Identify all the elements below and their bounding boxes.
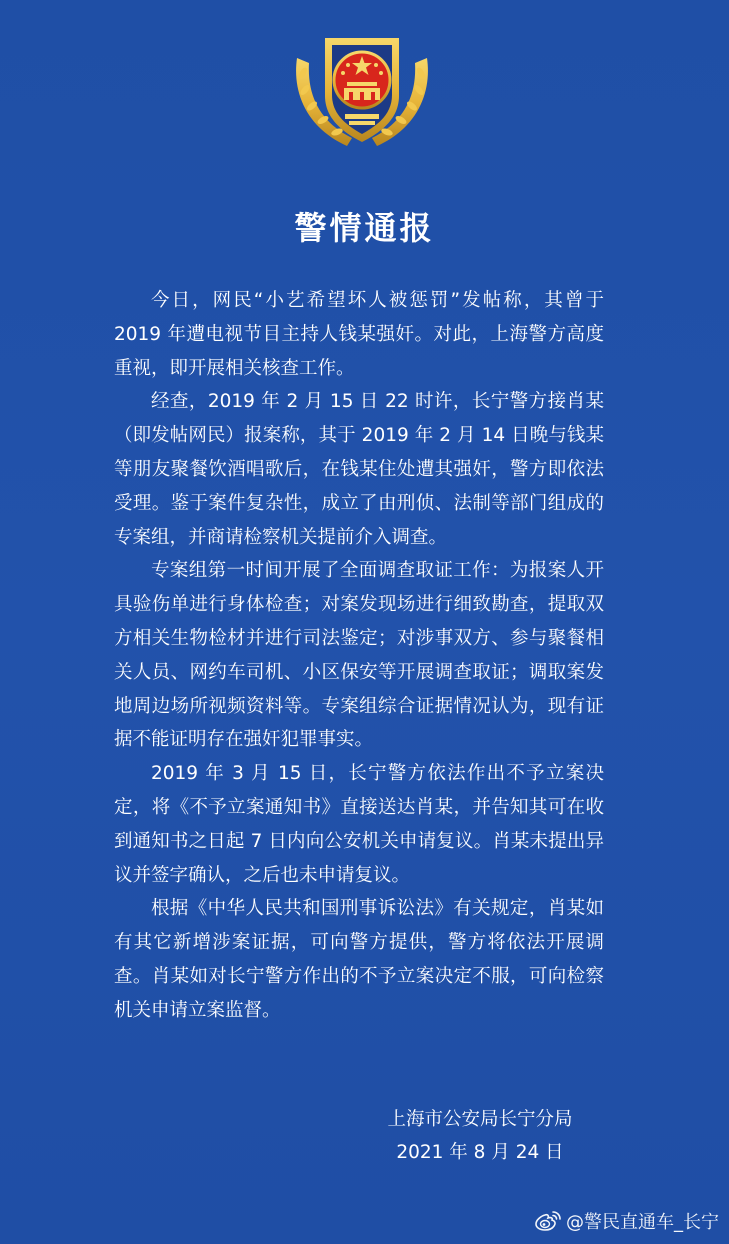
notice-paragraph-1: 今日，网民“小艺希望坏人被惩罚”发帖称，其曾于 2019 年遭电视节目主持人钱某强奸。对此，上海警方高度重视，即开展相关核查工作。 <box>114 290 604 379</box>
notice-title: 警情通报 <box>294 209 435 247</box>
issuer-name: 上海市公安局长宁分局 <box>387 1109 573 1130</box>
police-emblem-icon <box>287 18 437 158</box>
weibo-icon <box>534 1209 562 1233</box>
watermark-text: @警民直通车_长宁 <box>566 1212 719 1233</box>
weibo-watermark <box>534 1206 719 1236</box>
notice-paragraph-5: 根据《中华人民共和国刑事诉讼法》有关规定，肖某如有其它新增涉案证据，可向警方提供，警方将依法开展调查。肖某如对长宁警方作出的不予立案决定不服，可向检察机关申请立案监督。 <box>114 898 604 1021</box>
notice-paragraph-2: 经查，2019 年 2 月 15 日 22 时许，长宁警方接肖某（即发帖网民）报案称，其于 2019 年 2 月 14 日晚与钱某等朋友聚餐饮酒唱歌后，在钱某住处遭其强奸，警方即依法受理。鉴于案件复杂性，成立了由刑侦、法制等部门组成的专案组，并商请检察机关提前介入调查。 <box>114 391 604 548</box>
issue-date: 2021 年 8 月 24 日 <box>396 1142 564 1163</box>
notice-paragraph-4: 2019 年 3 月 15 日，长宁警方依法作出不予立案决定，将《不予立案通知书》直接送达肖某，并告知其可在收到通知书之日起 7 日内向公安机关申请复议。肖某未提出异议并签字确认，之后也未申请复议。 <box>114 763 604 886</box>
notice-paragraph-3: 专案组第一时间开展了全面调查取证工作：为报案人开具验伤单进行身体检查；对案发现场进行细致勘查，提取双方相关生物检材并进行司法鉴定；对涉事双方、参与聚餐相关人员、网约车司机、小区保安等开展调查取证；调取案发地周边场所视频资料等。专案组综合证据情况认为，现有证据不能证明存在强奸犯罪事实。 <box>114 560 604 751</box>
notice-body <box>114 284 604 1028</box>
